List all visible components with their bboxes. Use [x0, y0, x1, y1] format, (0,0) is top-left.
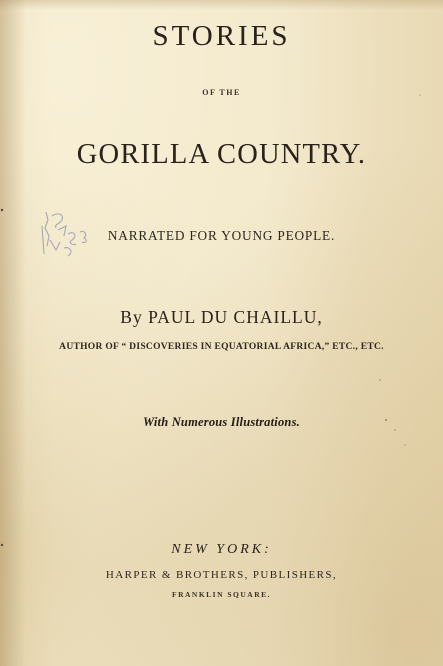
publisher-address: FRANKLIN SQUARE.	[171, 590, 271, 599]
page-top-shadow	[0, 0, 443, 10]
page-edge-shadow	[0, 0, 26, 666]
author-name: By PAUL DU CHAILLU,	[120, 307, 323, 327]
illustrations-note: With Numerous Illustrations.	[143, 415, 300, 429]
book-title-stories: STORIES	[152, 20, 291, 52]
book-subtitle: NARRATED FOR YOUNG PEOPLE.	[107, 228, 336, 243]
publisher-name: HARPER & BROTHERS, PUBLISHERS,	[105, 569, 338, 581]
publisher-city: NEW YORK:	[171, 542, 272, 557]
author-credit: AUTHOR OF “ DISCOVERIES IN EQUATORIAL AFRICA,” ETC., ETC.	[59, 342, 384, 352]
book-title-gorilla-country: GORILLA COUNTRY.	[76, 139, 367, 170]
book-title-of-the: OF THE	[202, 88, 241, 97]
